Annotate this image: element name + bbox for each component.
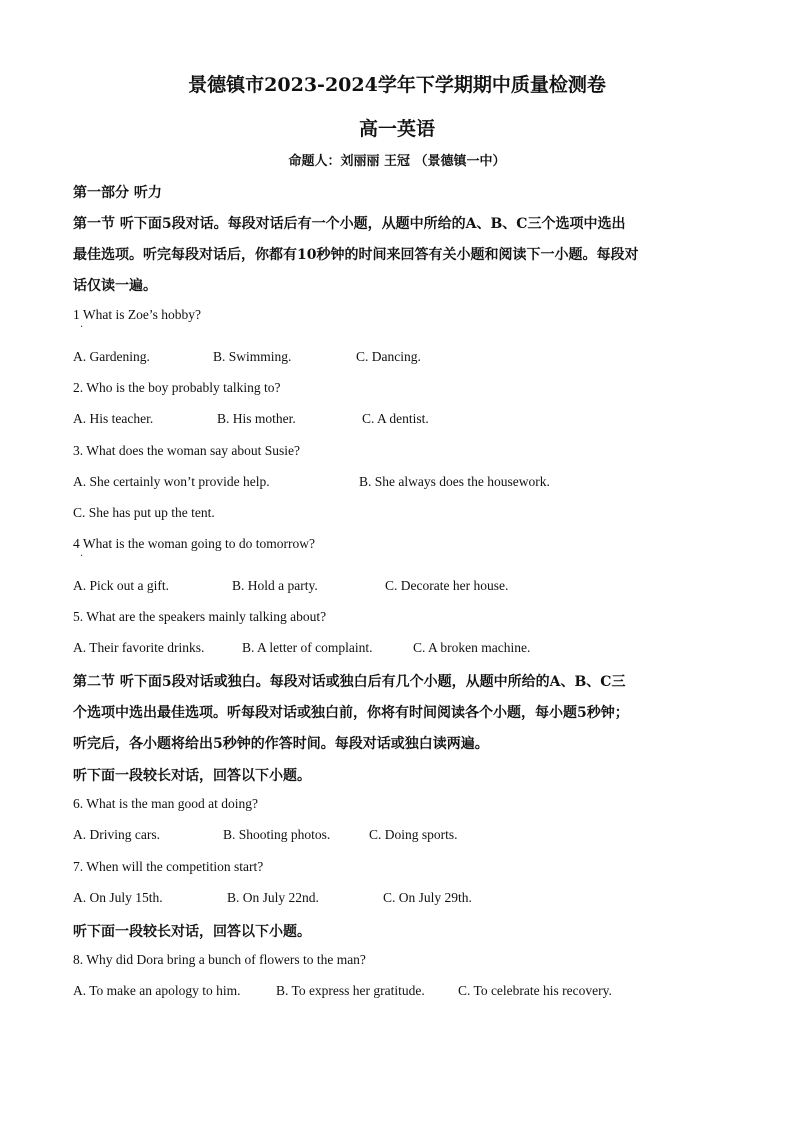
question-stem: 4 What is the woman going to do tomorrow? [73, 536, 315, 551]
option-a: A. Driving cars. [73, 827, 160, 842]
section1-instruction-line2: 最佳选项。听完每段对话后，你都有10秒钟的时间来回答有关小题和阅读下一小题。每段对 [73, 247, 639, 263]
exam-author: 命题人：刘丽丽 王冠 （景德镇一中） [288, 154, 506, 169]
option-a: A. Pick out a gift. [73, 578, 169, 593]
question-stem: 7. When will the competition start? [73, 859, 264, 874]
option-c: C. On July 29th. [383, 890, 472, 905]
option-b: B. To express her gratitude. [276, 983, 425, 998]
option-a: A. To make an apology to him. [73, 983, 241, 998]
exam-title: 景德镇市2023-2024学年下学期期中质量检测卷 [188, 74, 606, 96]
option-a: A. Gardening. [73, 349, 150, 364]
section2-instruction-line3: 听完后，各小题将给出5秒钟的作答时间。每段对话或独白读两遍。 [73, 736, 489, 752]
question-stem: 2. Who is the boy probably talking to? [73, 380, 281, 395]
option-c: C. Dancing. [356, 349, 421, 364]
dot-mark: · [80, 551, 84, 562]
option-c: C. Decorate her house. [385, 578, 509, 593]
option-b: B. Hold a party. [232, 578, 318, 593]
option-b: B. Swimming. [213, 349, 292, 364]
option-b: B. A letter of complaint. [242, 640, 373, 655]
option-a: A. His teacher. [73, 411, 154, 426]
section2-instruction-line2: 个选项中选出最佳选项。听每段对话或独白前，你将有时间阅读各个小题，每小题5秒钟； [73, 705, 629, 721]
option-b: B. Shooting photos. [223, 827, 331, 842]
option-c: C. A dentist. [362, 411, 429, 426]
dialogue-instruction: 听下面一段较长对话，回答以下小题。 [73, 924, 311, 940]
dialogue-instruction: 听下面一段较长对话，回答以下小题。 [73, 768, 311, 784]
section1-instruction-line1: 第一节 听下面5段对话。每段对话后有一个小题，从题中所给的A、B、C三个选项中选出 [73, 216, 626, 232]
option-c: C. To celebrate his recovery. [458, 983, 612, 998]
option-c: C. Doing sports. [369, 827, 458, 842]
option-b: B. On July 22nd. [227, 890, 319, 905]
question-stem: 8. Why did Dora bring a bunch of flowers to the man? [73, 952, 366, 967]
section2-instruction-line1: 第二节 听下面5段对话或独白。每段对话或独白后有几个小题，从题中所给的A、B、C三 [73, 674, 626, 690]
option-a: A. Their favorite drinks. [73, 640, 205, 655]
option-a: A. She certainly won’t provide help. [73, 474, 270, 489]
question-stem: 1 What is Zoe’s hobby? [73, 307, 201, 322]
option-b: B. She always does the housework. [359, 474, 550, 489]
option-a: A. On July 15th. [73, 890, 163, 905]
part1-heading: 第一部分 听力 [73, 185, 162, 201]
option-b: B. His mother. [217, 411, 296, 426]
section1-instruction-line3: 话仅读一遍。 [73, 278, 157, 294]
question-stem: 5. What are the speakers mainly talking about? [73, 609, 327, 624]
question-stem: 6. What is the man good at doing? [73, 796, 258, 811]
question-stem: 3. What does the woman say about Susie? [73, 443, 300, 458]
option-c: C. A broken machine. [413, 640, 531, 655]
dot-mark: · [80, 322, 84, 333]
option-c: C. She has put up the tent. [73, 505, 215, 520]
exam-subtitle: 高一英语 [358, 118, 435, 140]
